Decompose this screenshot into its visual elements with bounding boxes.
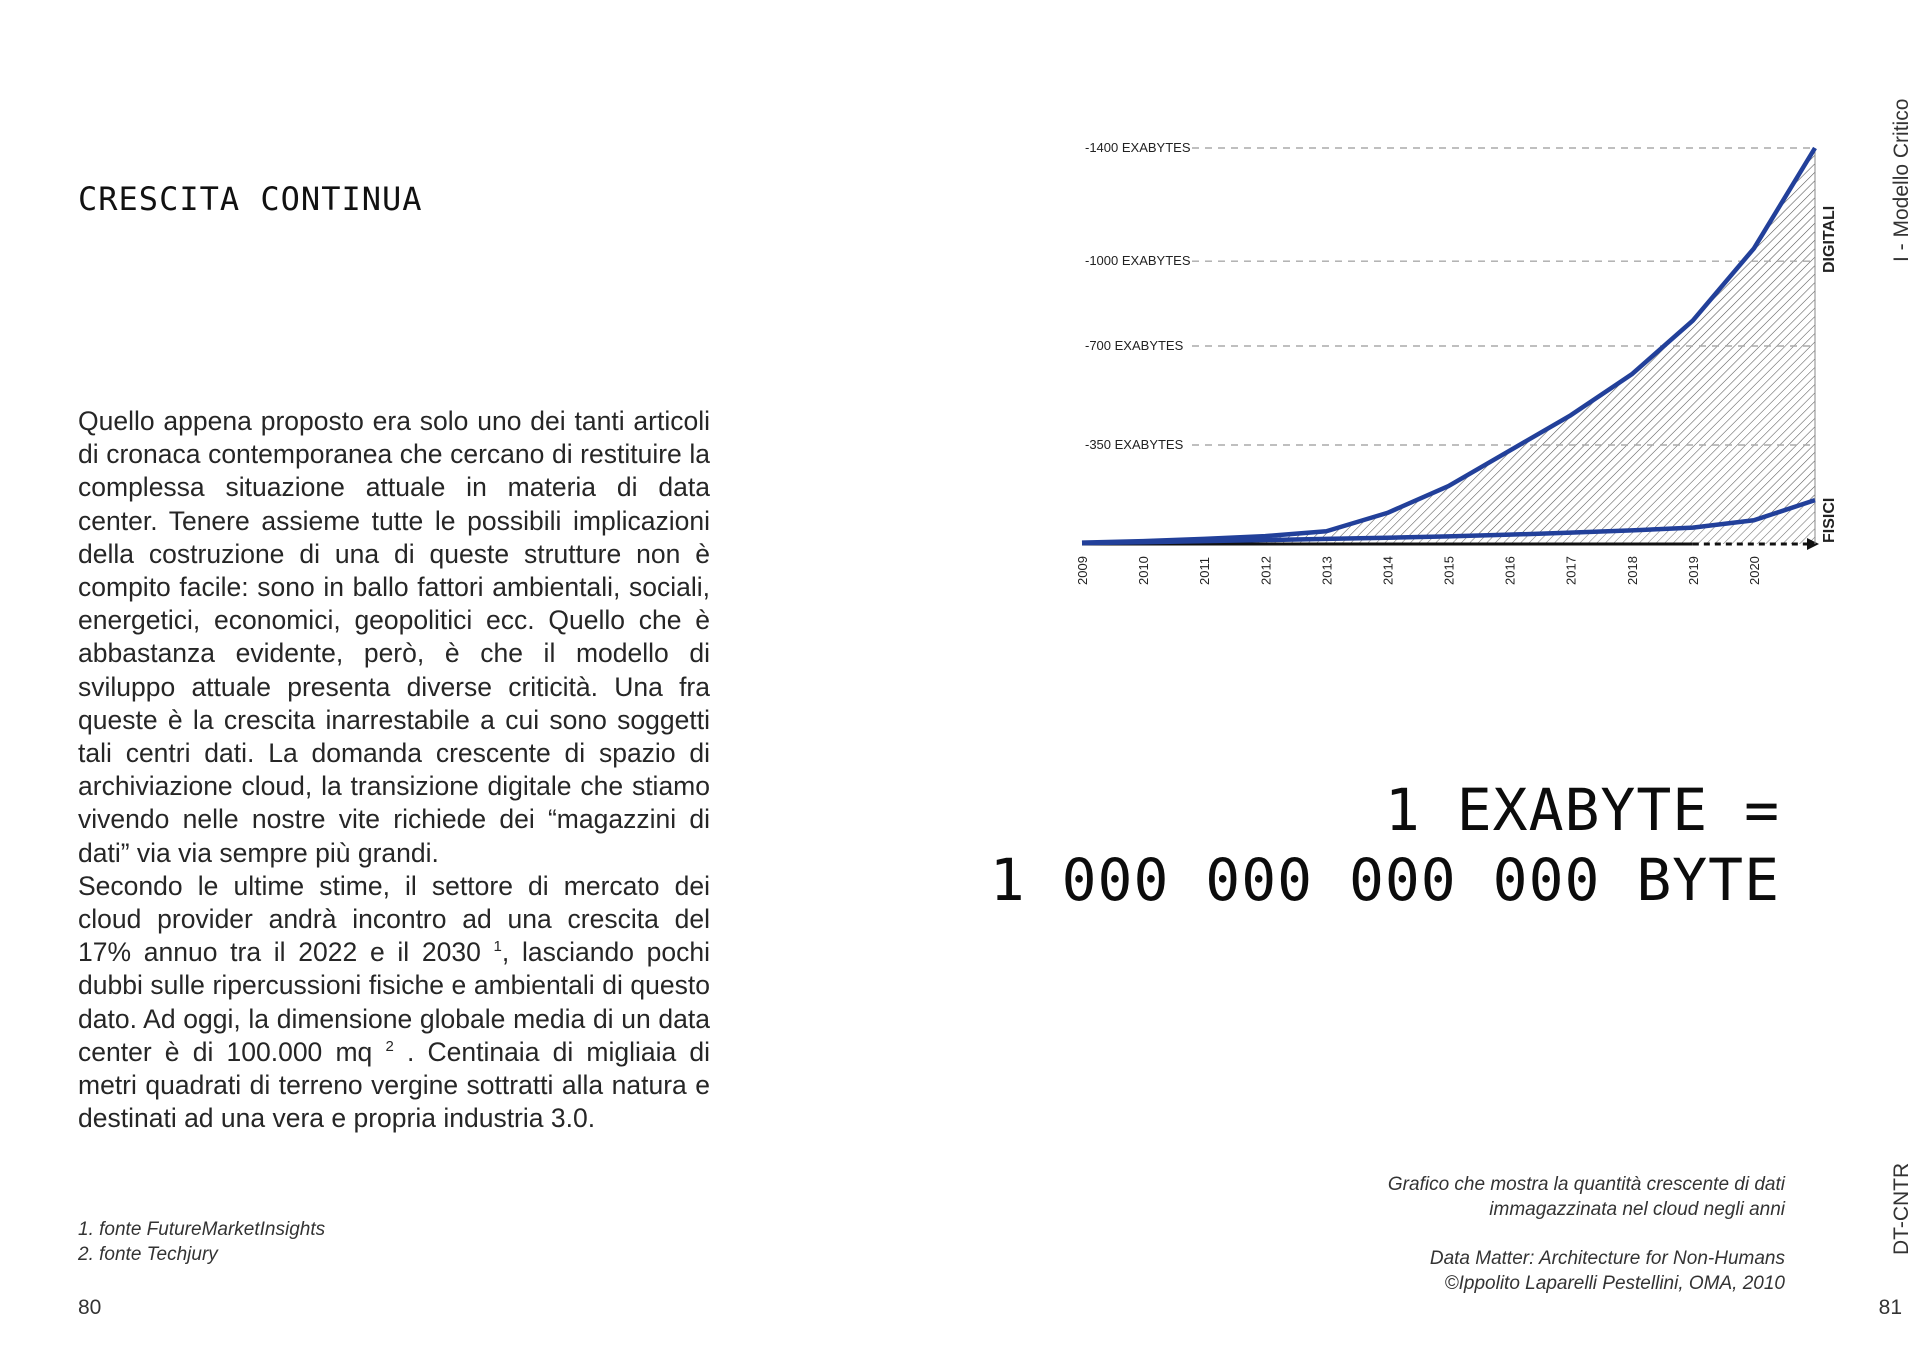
right-page [960,0,1920,1362]
footnotes [78,1217,325,1267]
series-label-digitali: DIGITALI [1821,205,1838,273]
equation-line-1: 1 EXABYTE = [1384,776,1780,844]
reference-label-1: -1000 EXABYTES [1085,253,1191,269]
x-tick-label-2015: 2015 [1441,556,1457,585]
equation-line-2: 1 000 000 000 000 BYTE [989,846,1780,914]
paragraph-2-part-b: , lasciando pochi dubbi sulle ripercussioni fisiche e ambientali di questo dato. Ad oggi, la dimensione globale media di un data center è di 100.000 mq [78,937,710,1067]
paragraph-2-part-a: Secondo le ultime stime, il settore di mercato dei cloud provider andrà incontro ad una crescita del 17% annuo tra il 2022 e il 2030 [78,870,710,968]
series-label-fisici: FISICI [1821,497,1838,543]
figure-caption [1388,1172,1785,1296]
page-number-left: 80 [78,1296,102,1319]
project-side-label: DT-CNTR [1890,1162,1913,1255]
credit-line-2: ©Ippolito Laparelli Pestellini, OMA, 2010 [1444,1273,1785,1294]
credit-line-1: Data Matter: Architecture for Non-Humans [1429,1248,1785,1269]
x-tick-label-2013: 2013 [1319,556,1335,585]
footnote-2: 2. fonte Techjury [78,1244,218,1265]
x-tick-label-2016: 2016 [1502,556,1518,585]
x-tick-label-2009: 2009 [1075,556,1090,585]
x-tick-label-2014: 2014 [1380,556,1396,585]
reference-label-2: -700 EXABYTES [1085,338,1184,353]
x-tick-label-2012: 2012 [1258,556,1274,585]
x-tick-label-2017: 2017 [1563,556,1579,585]
body-text [78,405,710,1135]
paragraph-2-part-c: . Centinaia di migliaia di metri quadrati di terreno vergine sottratti alla natura e destinati ad una vera e propria industria 3.0. [78,1036,711,1134]
footnote-1: 1. fonte FutureMarketInsights [78,1219,326,1240]
reference-label-0: -1400 EXABYTES [1085,140,1191,155]
x-tick-label-2020: 2020 [1746,556,1762,585]
growth-chart [960,0,1860,620]
footnote-ref-2: 2 [385,1037,394,1055]
footnote-ref-1: 1 [493,938,502,956]
chapter-side-label: I - Modello Critico [1890,98,1913,262]
section-heading: CRESCITA CONTINUA [78,180,423,218]
caption-line-1: Grafico che mostra la quantità crescente di dati [1387,1174,1785,1195]
x-tick-label-2019: 2019 [1685,556,1701,585]
paragraph-1: Quello appena proposto era solo uno dei tanti articoli di cronaca contemporanea che cercano di restituire la complessa situazione attuale in materia di data center. Tenere assieme tutte le possibili implicazioni della costruzione di una di queste strutture non è compito facile: sono in ballo fattori ambientali, sociali, energetici, economici, geopolitici ecc. Quello che è abbastanza evidente, però, è che il modello di sviluppo attuale presenta diverse criticità. Una fra queste è la crescita inarrestabile a cui sono soggetti tali centri dati. La domanda crescente di spazio di archiviazione cloud, la transizione digitale che stiamo vivendo nelle nostre vite richiede dei “magazzini di dati” via via sempre più grandi. [78,406,710,868]
x-tick-label-2011: 2011 [1197,557,1213,585]
exabyte-equation [990,775,1780,915]
caption-line-2: immagazzinata nel cloud negli anni [1489,1199,1785,1220]
x-tick-label-2010: 2010 [1136,556,1152,585]
reference-label-3: -350 EXABYTES [1085,437,1184,452]
page-number-right: 81 [1878,1296,1902,1319]
paragraph-2 [78,870,710,1136]
x-tick-label-2018: 2018 [1624,556,1640,585]
